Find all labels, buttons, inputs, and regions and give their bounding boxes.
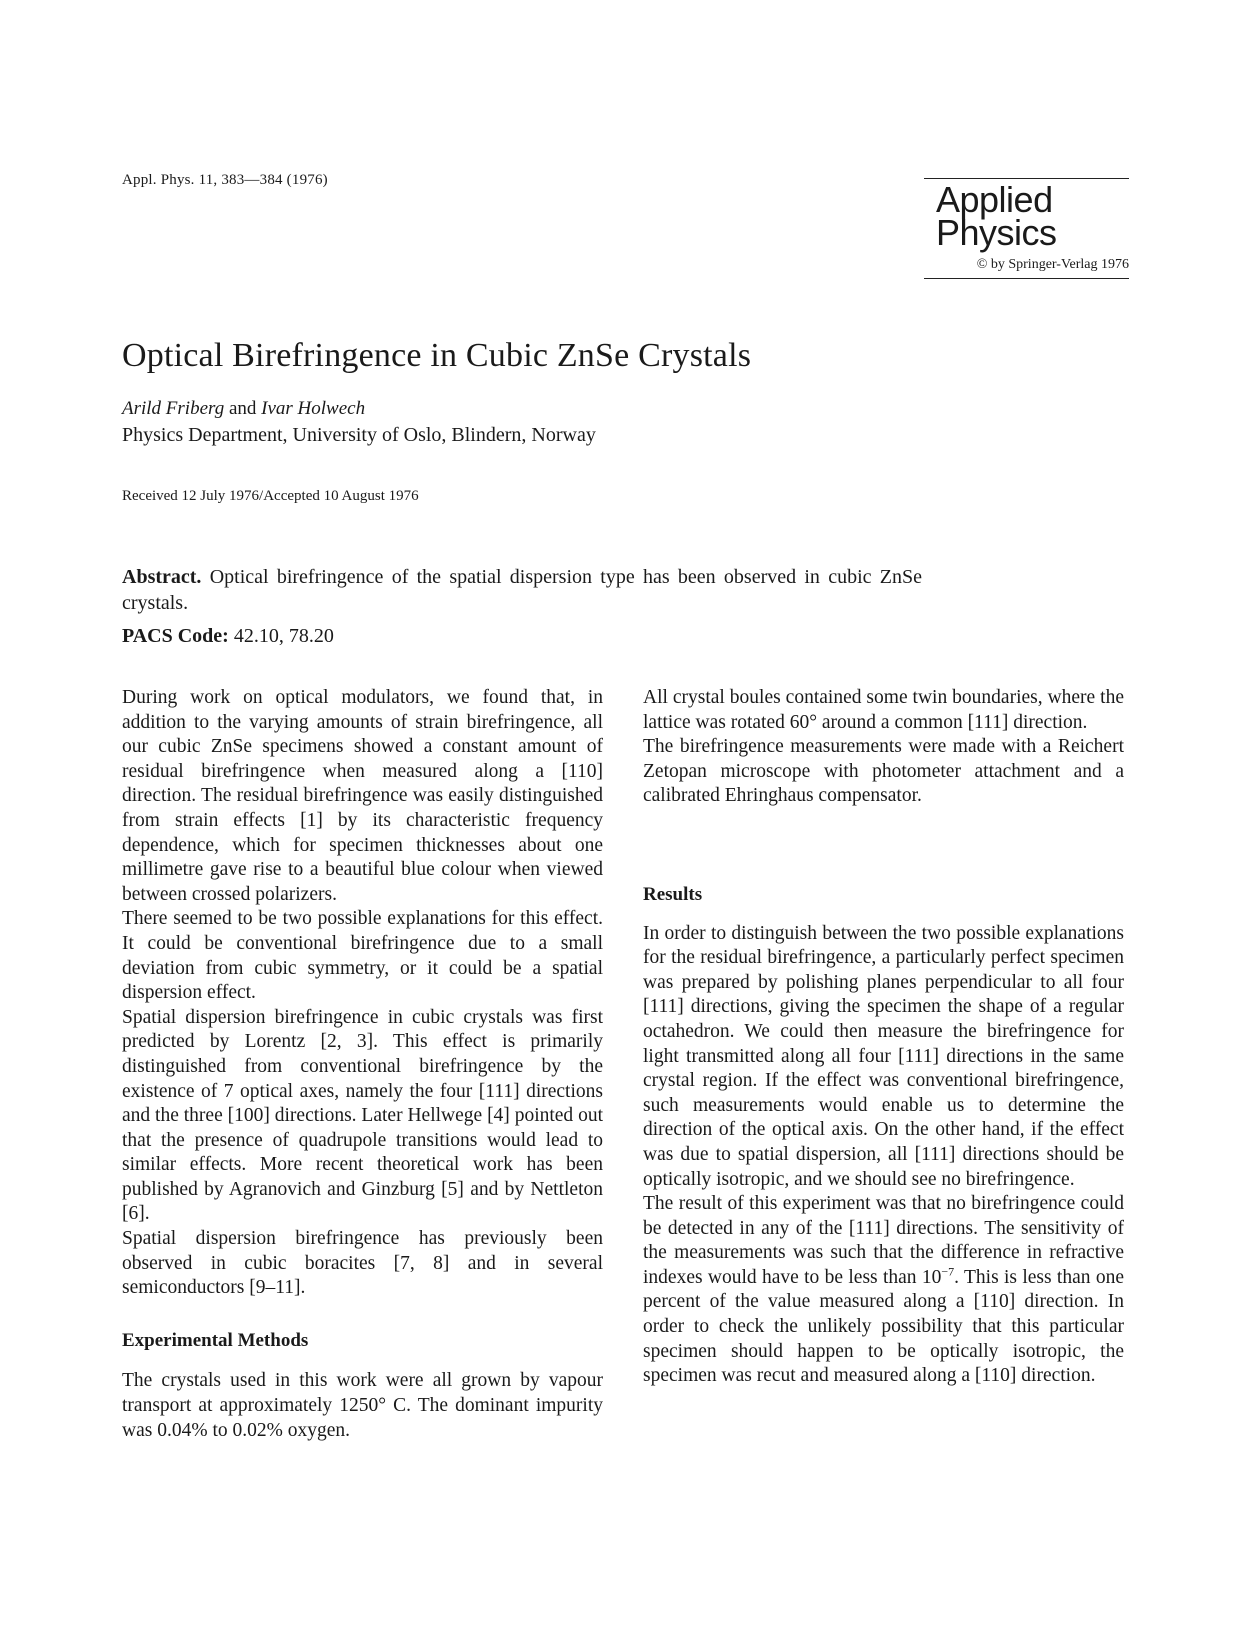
- author-conjunction: and: [224, 398, 262, 419]
- paragraph: Spatial dispersion birefringence has previously been observed in cubic boracites [7, 8] and in several semiconductors [9–11].: [122, 1228, 603, 1299]
- text-run: The result of this experiment was that no birefringence could be detected in any of the [111] directions. The sensitivity of the measurements was such that the difference in refractive indexes would have to be less than 10: [643, 1193, 1124, 1288]
- paper-title: Optical Birefringence in Cubic ZnSe Crystals: [122, 337, 752, 374]
- pacs-value: 42.10, 78.20: [228, 625, 334, 647]
- journal-logo-line1: Applied: [936, 179, 1053, 220]
- journal-logo: [924, 178, 1129, 279]
- copyright-notice: © by Springer-Verlag 1976: [976, 257, 1129, 272]
- paragraph: The birefringence measurements were made with a Reichert Zetopan microscope with photometer attachment and a calibrated Ehringhaus compensator.: [643, 736, 1124, 807]
- paragraph: Spatial dispersion birefringence in cubic crystals was first predicted by Lorentz [2, 3]. This effect is primarily distinguished from conventional birefringence by the existence of 7 optical axes, namely the four [111] directions and the three [100] directions. Later Hellwege [4] pointed out that the presence of quadrupole transitions would lead to similar effects. More recent theoretical work has been published by Agranovich and Ginzburg [5] and by Nettleton [6].: [122, 1006, 603, 1225]
- exponent: −7: [941, 1264, 955, 1279]
- paragraph: In order to distinguish between the two possible explanations for the residual birefringence, a particularly perfect specimen was prepared by polishing planes perpendicular to all four [111] directions, giving the specimen the shape of a regular octahedron. We could then measure the birefringence for light transmitted along all four [111] directions in the same crystal region. If the effect was conventional birefringence, such measurements would enable us to determine the direction of the optical axis. On the other hand, if the effect was due to spatial dispersion, all [111] directions should be optically isotropic, and we should see no birefringence.: [643, 922, 1124, 1190]
- abstract: [122, 564, 922, 616]
- abstract-text: Optical birefringence of the spatial dispersion type has been observed in cubic ZnSe crystals.: [122, 566, 922, 614]
- journal-citation: Appl. Phys. 11, 383—384 (1976): [122, 172, 328, 188]
- author-list: [122, 398, 365, 420]
- received-date: Received 12 July 1976/Accepted 10 August 1976: [122, 488, 419, 504]
- text-run: . This is less than one percent of the value measured along a [110] direction. In order to check the unlikely possibility that this particular specimen should happen to be optically isotropic, the specimen was recut and measured along a [110] direction.: [643, 1266, 1124, 1387]
- author-holwech: Ivar Holwech: [261, 398, 366, 419]
- journal-logo-line2: Physics: [936, 212, 1057, 253]
- pacs-code: [122, 625, 334, 648]
- paragraph: The crystals used in this work were all grown by vapour transport at approximately 1250° C. The dominant impurity was 0.04% to 0.02% oxygen.: [122, 1370, 603, 1441]
- paragraph: During work on optical modulators, we found that, in addition to the varying amounts of strain birefringence, all our cubic ZnSe specimens showed a constant amount of residual birefringence when measured along a [110] direction. The residual birefringence was easily distinguished from strain effects [1] by its characteristic frequency dependence, which for specimen thicknesses about one millimetre gave rise to a beautiful blue colour when viewed between crossed polarizers.: [122, 687, 603, 905]
- abstract-label: Abstract.: [122, 566, 202, 588]
- paragraph: [643, 1192, 1124, 1389]
- section-heading-methods: Experimental Methods: [122, 1329, 309, 1351]
- section-heading-results: Results: [643, 883, 703, 905]
- affiliation: Physics Department, University of Oslo, Blindern, Norway: [122, 424, 596, 446]
- pacs-label: PACS Code:: [122, 625, 229, 647]
- paragraph: All crystal boules contained some twin boundaries, where the lattice was rotated 60° around a common [111] direction.: [643, 687, 1124, 733]
- author-friberg: Arild Friberg: [122, 398, 225, 419]
- right-column: [643, 686, 1124, 1389]
- paragraph: There seemed to be two possible explanations for this effect. It could be conventional birefringence due to a small deviation from cubic symmetry, or it could be a spatial dispersion effect.: [122, 908, 603, 1004]
- left-column: [122, 686, 603, 1443]
